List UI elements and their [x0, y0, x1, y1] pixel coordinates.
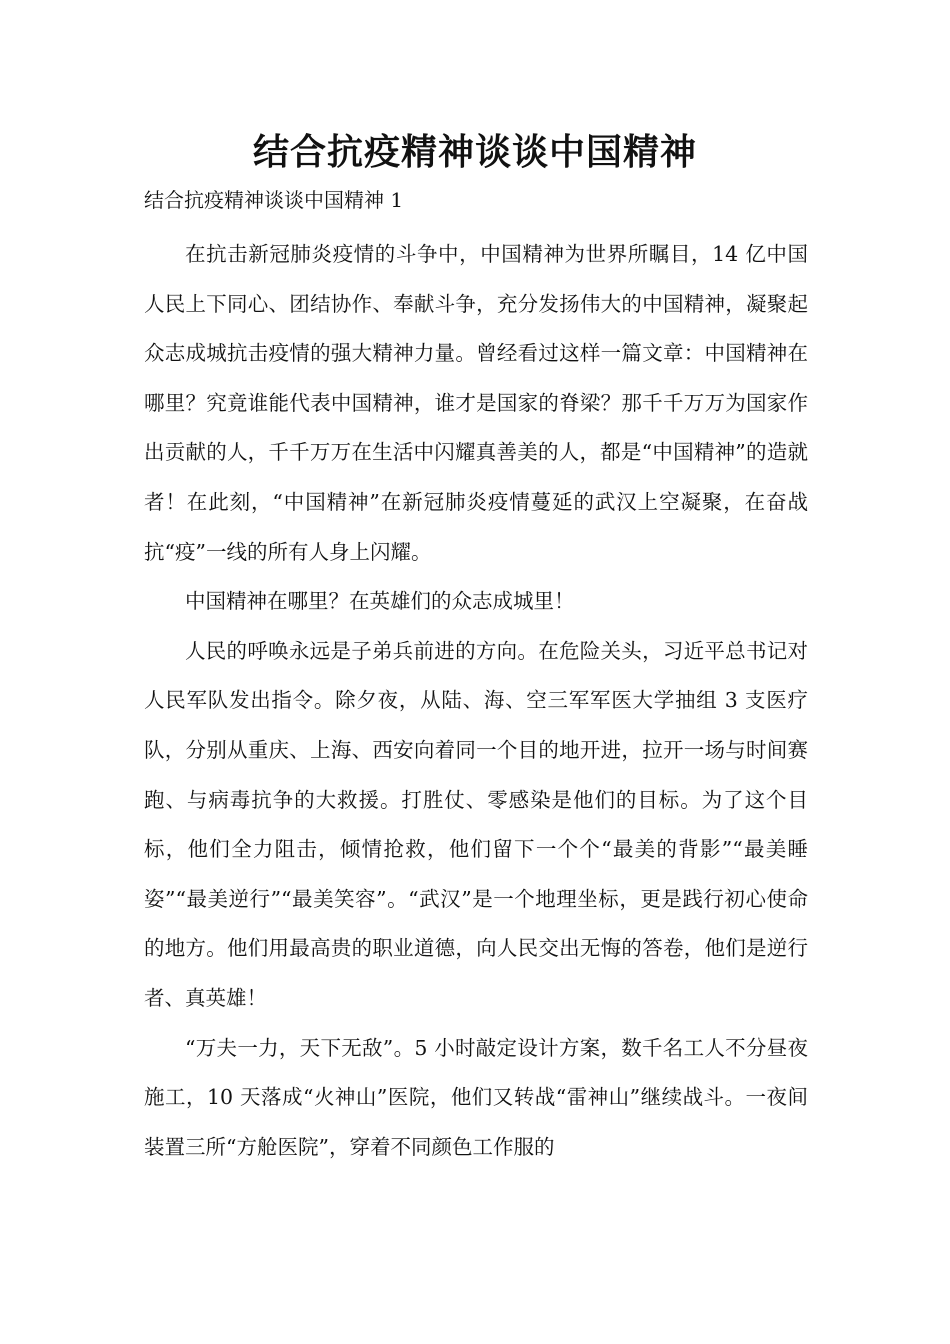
section-heading: 结合抗疫精神谈谈中国精神 1: [144, 188, 404, 212]
paragraph: “万夫一力，天下无敌”。5 小时敲定设计方案，数千名工人不分昼夜施工，10 天落成“火神山”医院，他们又转战“雷神山”继续战斗。一夜间装置三所“方舱医院”，穿着不同颜色工作服的: [144, 1035, 808, 1159]
document-title: 结合抗疫精神谈谈中国精神: [252, 132, 697, 173]
document-body: [144, 230, 808, 1172]
paragraph: 人民的呼唤永远是子弟兵前进的方向。在危险关头，习近平总书记对人民军队发出指令。除夕夜，从陆、海、空三军军医大学抽组 3 支医疗队，分别从重庆、上海、西安向着同一个目的地开进，拉开一场与时间赛跑、与病毒抗争的大救援。打胜仗、零感染是他们的目标。为了这个目标，他们全力阻击，倾情抢救，他们留下一个个“最美的背影”“最美睡姿”“最美逆行”“最美笑容”。“武汉”是一个地理坐标，更是践行初心使命的地方。他们用最高贵的职业道德，向人民交出无悔的答卷，他们是逆行者、真英雄！: [144, 638, 808, 1010]
paragraph: 在抗击新冠肺炎疫情的斗争中，中国精神为世界所瞩目，14 亿中国人民上下同心、团结协作、奉献斗争，充分发扬伟大的中国精神，凝聚起众志成城抗击疫情的强大精神力量。曾经看过这样一篇文章：中国精神在哪里？究竟谁能代表中国精神，谁才是国家的脊梁？那千千万万为国家作出贡献的人，千千万万在生活中闪耀真善美的人，都是“中国精神”的造就者！在此刻，“中国精神”在新冠肺炎疫情蔓延的武汉上空凝聚，在奋战抗“疫”一线的所有人身上闪耀。: [144, 242, 808, 564]
paragraph: 中国精神在哪里？在英雄们的众志成城里！: [185, 589, 575, 614]
